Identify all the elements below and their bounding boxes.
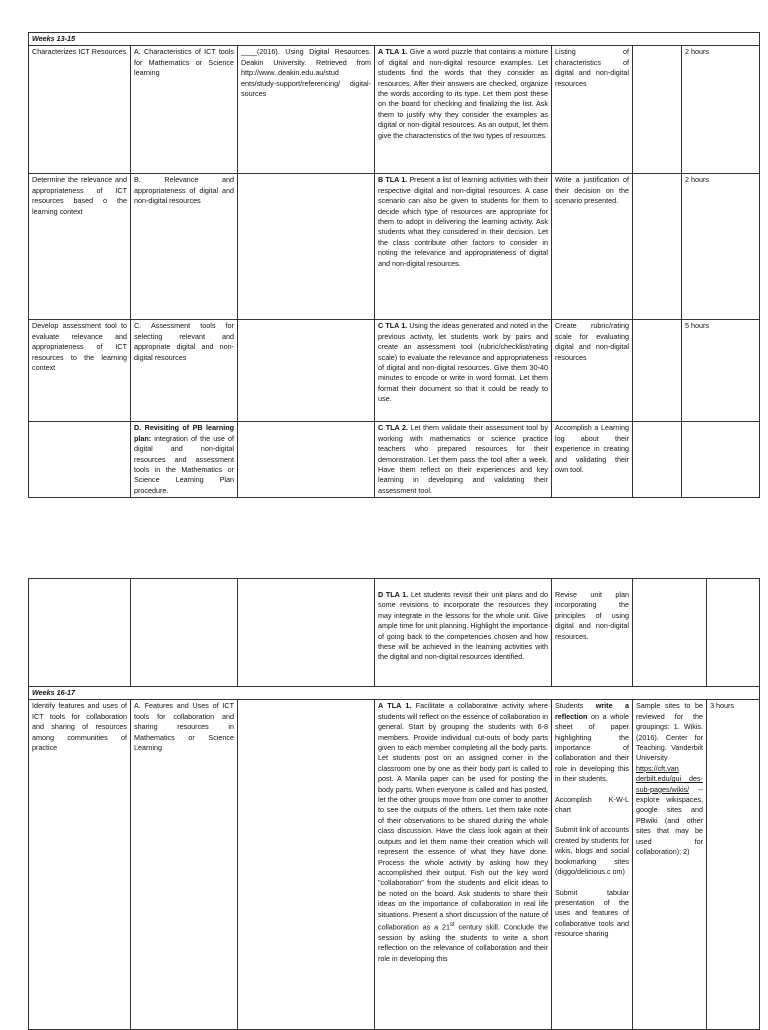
reference-cell (238, 174, 375, 320)
tla-code: A TLA 1. (378, 47, 408, 57)
content-cell (131, 579, 238, 687)
reference-text: Sample sites to be reviewed for the groupings: 1. Wikis. (2016). Center for Teaching. Vanderbilt University (636, 701, 703, 763)
tla-cell (375, 174, 552, 320)
output-cell: Listing of characteristics of digital and non-digital resources (552, 46, 633, 174)
week-header: Weeks 16-17 (29, 687, 760, 700)
lesson-plan-table-weeks-16-17 (28, 578, 760, 1030)
reference-cell (238, 700, 375, 1030)
reference-cell (238, 320, 375, 422)
tla-code: C TLA 1. (378, 321, 408, 331)
reference-cell (633, 700, 707, 1030)
lesson-plan-table-weeks-13-15 (28, 32, 760, 498)
time-cell: 2 hours (682, 174, 760, 320)
tla-code: D TLA 1. (378, 590, 409, 599)
empty-cell (633, 422, 682, 498)
learning-outcome-cell: Determine the relevance and appropriateness of ICT resources based o the learning context (29, 174, 131, 320)
table-row (29, 422, 760, 498)
table-row (29, 46, 760, 174)
tla-cell (375, 320, 552, 422)
tla-cell (375, 422, 552, 498)
tla-text: Give a word puzzle that contains a mixture of digital and non-digital resource examples. Let students find the words that they consider as resources. After their answers are checked, organize the words according to its type. Let them post these on the board for checking and finalizing the list. Ask them to justify why they consider the examples as digital or non-digital resources. As an output, let them give the characteristics of the two types of resources. (378, 47, 548, 140)
output-item: Submit link of accounts created by students for wikis, blogs and social bookmarking sites (diggo/delicious.c om) (555, 825, 629, 877)
content-heading: D. Revisiting of PB learning plan: (134, 423, 234, 443)
time-cell (682, 422, 760, 498)
tla-cell (375, 579, 552, 687)
tla-text-continued: century skill. Conclude the session by asking the students to write a short reflection on the relevance of collaboration and their role in developing this (378, 922, 548, 963)
reference-text-continued: -- explore wikispaces, google sites and PBwiki (and other sites that may be used for collaboration); 2) (636, 784, 703, 857)
content-cell: A. Features and Uses of ICT tools for collaboration and sharing resources in Mathematics or Science Learning (131, 700, 238, 1030)
output-item: Accomplish K-W-L chart (555, 794, 629, 815)
tla-text: Facilitate a collaborative activity where students will reflect on the essence of collaboration in general. Start by grouping the students with 6-8 members. Provide individual cut-outs of body parts given to each member completing all the body parts. Let students post on an assigned corner in the classroom one by one as their body part is called to post. A Manila paper can be used for posting the body parts. When everyone is called and has posted, let the other groups move from one corner to another to see the outputs of the others. Let them take note of their observations to be shared during the whole class discussion. Have the class look again at their outputs and let them name their creation which will represent the essence of what they have done. Process the whole activity by asking how they accomplished their output. Fish out the key word "collaboration" from the students and elicit ideas to be noted on the board. Ask students to share their ideas on the importance of collaboration in real life situations. Present a short discussion of the nature of collaboration as a 21 (378, 701, 548, 932)
output-text: Revise unit plan incorporating the principles of using digital and non-digital resources. (555, 590, 629, 641)
output-item: Students write a reflection on a whole sheet of paper highlighting the importance of collaboration and their role in developing this in their students. (555, 701, 629, 784)
time-cell: 3 hours (707, 700, 760, 1030)
reference-cell (238, 579, 375, 687)
output-cell: Create rubric/rating scale for evaluating digital and non-digital resources (552, 320, 633, 422)
empty-cell (633, 579, 707, 687)
tla-cell (375, 700, 552, 1030)
empty-cell (633, 46, 682, 174)
week-header-row (29, 33, 760, 46)
table-row (29, 579, 760, 687)
output-cell (552, 700, 633, 1030)
table-row (29, 320, 760, 422)
tla-text: Using the ideas generated and noted in the previous activity, let students work by pairs and create an assessment tool (rubric/checklist/rating scale) to evaluate the relevance and appropriateness of digital and non-digital resources. Give them 30-40 minutes to encode or write in word format. Let them format their document so that it could be ready to use. (378, 321, 549, 404)
content-cell: A. Characteristics of ICT tools for Mathematics or Science learning (131, 46, 238, 174)
reference-cell (238, 422, 375, 498)
learning-outcome-cell: Characterizes ICT Resources (29, 46, 131, 174)
content-cell: C. Assessment tools for selecting relevant and appropriate digital and non-digital resources (131, 320, 238, 422)
tla-text: Let students revisit their unit plans and do some revisions to incorporate the resources they may integrate in the lessons for the whole unit. Give ample time for unit planning. Highlight the importance of going back to the competencies chosen and how these will be achieved in the learning activities with the digital and non-digital resources identified. (378, 590, 549, 662)
learning-outcome-cell: Identify features and uses of ICT tools for collaboration and sharing of resources among communities of practice (29, 700, 131, 1030)
tla-code: A TLA 1. (378, 701, 412, 711)
ordinal-suffix: st (449, 921, 455, 928)
content-text: integration of the use of digital and non-digital resources and assessment tools in the Mathematics or Science Learning Plan procedure. (134, 433, 234, 495)
output-item: Submit tabular presentation of the uses and features of collaborative tools and resource sharing (555, 887, 629, 939)
learning-outcome-cell: Develop assessment tool to evaluate relevance and appropriateness of ICT resources to the learning context (29, 320, 131, 422)
learning-outcome-cell (29, 422, 131, 498)
tla-text: Let them validate their assessment tool by working with mathematics or science practice teachers who prepared resources for their demonstration. Let them pass the tool after a week. Have them reflect on their experiences and key learning in developing and validating their assessment tool. (378, 423, 548, 495)
reference-cell: ____(2016). Using Digital Resources. Deakin University. Retrieved from http://www..deakin.edu.au/stud ents/study-support/referencing/ digital-sources (238, 46, 375, 174)
reference-link[interactable]: https://cft.van derbilt.edu/gui des-sub-pages/wikis/ (636, 763, 703, 794)
week-header: Weeks 13-15 (29, 33, 760, 46)
tla-cell (375, 46, 552, 174)
tla-code: C TLA 2. (378, 423, 408, 433)
empty-cell (707, 579, 760, 687)
table-row (29, 700, 760, 1030)
empty-cell (633, 320, 682, 422)
output-cell: Accomplish a Learning log about their experience in creating and validating their own tool. (552, 422, 633, 498)
time-cell: 2 hours (682, 46, 760, 174)
output-cell (552, 579, 633, 687)
content-cell (131, 422, 238, 498)
table-row (29, 174, 760, 320)
time-cell: 5 hours (682, 320, 760, 422)
learning-outcome-cell (29, 579, 131, 687)
tla-code: B TLA 1. (378, 175, 408, 185)
content-cell: B. Relevance and appropriateness of digital and non-digital resources (131, 174, 238, 320)
week-header-row (29, 687, 760, 700)
output-cell: Write a justification of their decision on the scenario presented. (552, 174, 633, 320)
tla-text: Present a list of learning activities with their respective digital and non-digital resources. A case scenario can also be given to students for them to decide which type of resources are appropriate for them to adopt in delivering the learning activity. Ask students what they considered in their decision. Let the class contribute other factors to consider in noting the relevance and appropriateness of digital and non-digital resources. (378, 175, 548, 268)
empty-cell (633, 174, 682, 320)
